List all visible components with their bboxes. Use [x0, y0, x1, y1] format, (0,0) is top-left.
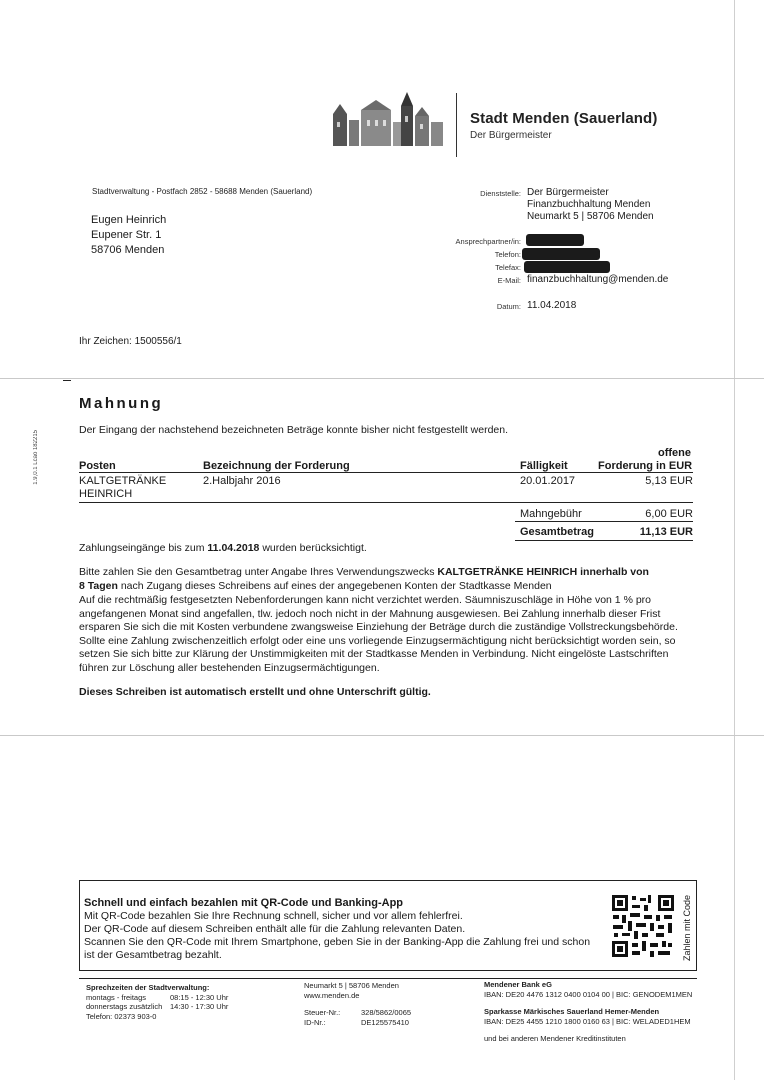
instruction-post: nach Zugang dieses Schreibens auf eines der angegebenen Konten der Stadtkasse Menden: [117, 579, 552, 592]
dienststelle-line: Finanzbuchhaltung Menden: [527, 199, 651, 210]
total-value: 11,13 EUR: [639, 526, 693, 538]
fold-line-top: [0, 378, 764, 379]
hours-label: montags - freitags: [86, 992, 147, 1002]
tax-value: 328/5862/0065: [361, 1008, 412, 1017]
footer-banks: [484, 980, 692, 1044]
bank2-iban: IBAN: DE25 4455 1210 1800 0160 63 | BIC: WELADED1HEM: [484, 1016, 691, 1026]
header-posten: Posten: [79, 460, 116, 472]
bank1-iban: IBAN: DE20 4476 1312 0400 0104 00 | BIC: GENODEM1MEN: [484, 989, 693, 999]
qr-line: Scannen Sie den QR-Code mit Ihrem Smartphone, geben Sie in der Banking-App die Zahlung frei und schon ist der Gesamtbetrag bezahlt.: [84, 936, 591, 961]
recipient-address: [91, 213, 166, 258]
letterhead-name: Stadt Menden (Sauerland): [470, 110, 658, 127]
redaction-bar: [526, 234, 584, 246]
header-bezeichnung: Bezeichnung der Forderung: [203, 460, 350, 472]
redaction-bar: [524, 261, 610, 273]
table-row-betrag: 5,13 EUR: [645, 475, 693, 487]
other-banks: und bei anderen Mendener Kreditinstituten: [484, 1034, 626, 1043]
reference: Ihr Zeichen: 1500556/1: [79, 336, 182, 347]
hours-label: donnerstags zusätzlich: [86, 1002, 163, 1011]
id-label: ID-Nr.:: [304, 1017, 326, 1027]
instruction-pre: Bitte zahlen Sie den Gesamtbetrag unter Angabe Ihres Verwendungszwecks: [79, 566, 438, 578]
fold-mark: [63, 380, 71, 381]
posten-line: HEINRICH: [79, 488, 133, 500]
table-row-rule: [79, 502, 693, 503]
document-title: Mahnung: [79, 395, 164, 412]
footer-web[interactable]: www.menden.de: [304, 990, 360, 1000]
dienststelle-value: [527, 187, 654, 223]
dienststelle-line: Neumarkt 5 | 58706 Menden: [527, 211, 654, 222]
fee-value: 6,00 EUR: [645, 508, 693, 520]
total-rule-bottom: [515, 540, 693, 541]
footer-hours: [86, 983, 228, 1021]
side-code: 1.9,0.1 Lcao 182215: [33, 430, 39, 485]
payments-note-pre: Zahlungseingänge bis zum: [79, 542, 208, 554]
qr-line: Der QR-Code auf diesem Schreiben enthält alle für die Zahlung relevanten Daten.: [84, 923, 466, 935]
qr-payment-box: [79, 880, 697, 971]
recipient-city: 58706 Menden: [91, 244, 165, 256]
phone-label: Telefon:: [494, 250, 521, 259]
footer-street: Neumarkt 5 | 58706 Menden: [304, 981, 399, 990]
qr-text: [84, 910, 599, 962]
dienststelle-label: Dienststelle:: [480, 189, 521, 198]
contact-label: Ansprechpartner/in:: [455, 237, 521, 246]
bank1-name: Mendener Bank eG: [484, 980, 552, 989]
payments-note-date: 11.04.2018: [207, 542, 260, 554]
hours-time: 08:15 - 12:30 Uhr: [170, 992, 229, 1002]
fees-paragraph: Auf die rechtmäßig festgesetzten Nebenforderungen kann nicht verzichtet werden. Säumniszuschläge in Höhe von 1 % pro angefangenen Monat sind angefallen, tlw. jedoch noch nicht in der Mahnung ausgewiesen. Bei Zahlung innerhalb dieser Frist ersparen Sie sich die mit Kosten verbundene zwangsweise Einziehung der Beträge durch die zuständige Vollstreckungsbehörde. Sollte eine Zahlung zwischenzeitlich erfolgt oder eine uns vorliegende Einzugsermächtigung nicht berücksichtigt worden sein, so setzen Sie sich bitte zur Klärung der Unstimmigkeiten mit der Stadtkasse Menden in Verbindung. Nicht eingelöste Lastschriften führen zur Löschung aller bestehenden Einzugsermächtigungen.: [79, 594, 678, 674]
redaction-bar: [522, 248, 600, 260]
email-label: E-Mail:: [497, 276, 521, 285]
hours-time: 14:30 - 17:30 Uhr: [170, 1002, 229, 1011]
recipient-name: Eugen Heinrich: [91, 214, 167, 226]
table-row-bezeichnung: 2.Halbjahr 2016: [203, 475, 281, 487]
fold-line-bottom: [0, 735, 764, 736]
city-skyline-logo: [331, 92, 446, 150]
footer-phone: Telefon: 02373 903-0: [86, 1011, 157, 1021]
intro-text: Der Eingang der nachstehend bezeichneten Beträge konnte bisher nicht festgestellt werden.: [79, 424, 509, 436]
fax-label: Telefax:: [495, 263, 521, 272]
dienststelle-line: Der Bürgermeister: [527, 187, 609, 198]
footer-rule: [79, 978, 697, 979]
instruction-bold: KALTGETRÄNKE HEINRICH innerhalb von: [437, 566, 649, 578]
total-label: Gesamtbetrag: [520, 526, 594, 538]
date-value: 11.04.2018: [527, 300, 577, 311]
date-label: Datum:: [496, 302, 521, 311]
payments-note-post: wurden berücksichtigt.: [259, 542, 367, 554]
qr-line: Mit QR-Code bezahlen Sie Ihre Rechnung schnell, sicher und vor allem fehlerfrei.: [84, 910, 463, 922]
tax-label: Steuer-Nr.:: [304, 1008, 341, 1017]
sender-line: Stadtverwaltung - Postfach 2852 - 58688 Menden (Sauerland): [92, 187, 313, 196]
header-faelligkeit: Fälligkeit: [520, 460, 568, 472]
total-rule: [515, 521, 693, 522]
header-offene: Forderung in EUR: [598, 460, 693, 472]
footer-address: [304, 981, 411, 1027]
header-offene-top: offene: [658, 447, 691, 459]
payment-instruction: [79, 566, 694, 593]
payments-note: [79, 542, 367, 556]
id-value: DE125575410: [361, 1017, 409, 1027]
bank2-name: Sparkasse Märkisches Sauerland Hemer-Menden: [484, 1007, 660, 1016]
posten-line: KALTGETRÄNKE: [79, 475, 167, 487]
letterhead-divider: [456, 93, 457, 157]
recipient-street: Eupener Str. 1: [91, 229, 162, 241]
qr-vertical-label: Zahlen mit Code: [682, 894, 692, 962]
hours-title: Sprechzeiten der Stadtverwaltung:: [86, 983, 210, 992]
qr-title: Schnell und einfach bezahlen mit QR-Code und Banking-App: [84, 897, 404, 909]
table-row-faelligkeit: 20.01.2017: [520, 475, 576, 487]
table-row-posten: [79, 475, 166, 501]
qr-code-icon[interactable]: [610, 893, 676, 959]
automatic-note: Dieses Schreiben ist automatisch erstellt und ohne Unterschrift gültig.: [79, 686, 431, 698]
page-edge: [734, 0, 735, 1080]
instruction-deadline: 8 Tagen: [79, 579, 118, 592]
letterhead-subtitle: Der Bürgermeister: [470, 130, 552, 141]
table-header-rule: [79, 472, 693, 473]
fee-label: Mahngebühr: [520, 508, 582, 520]
email-value[interactable]: finanzbuchhaltung@menden.de: [527, 274, 669, 285]
